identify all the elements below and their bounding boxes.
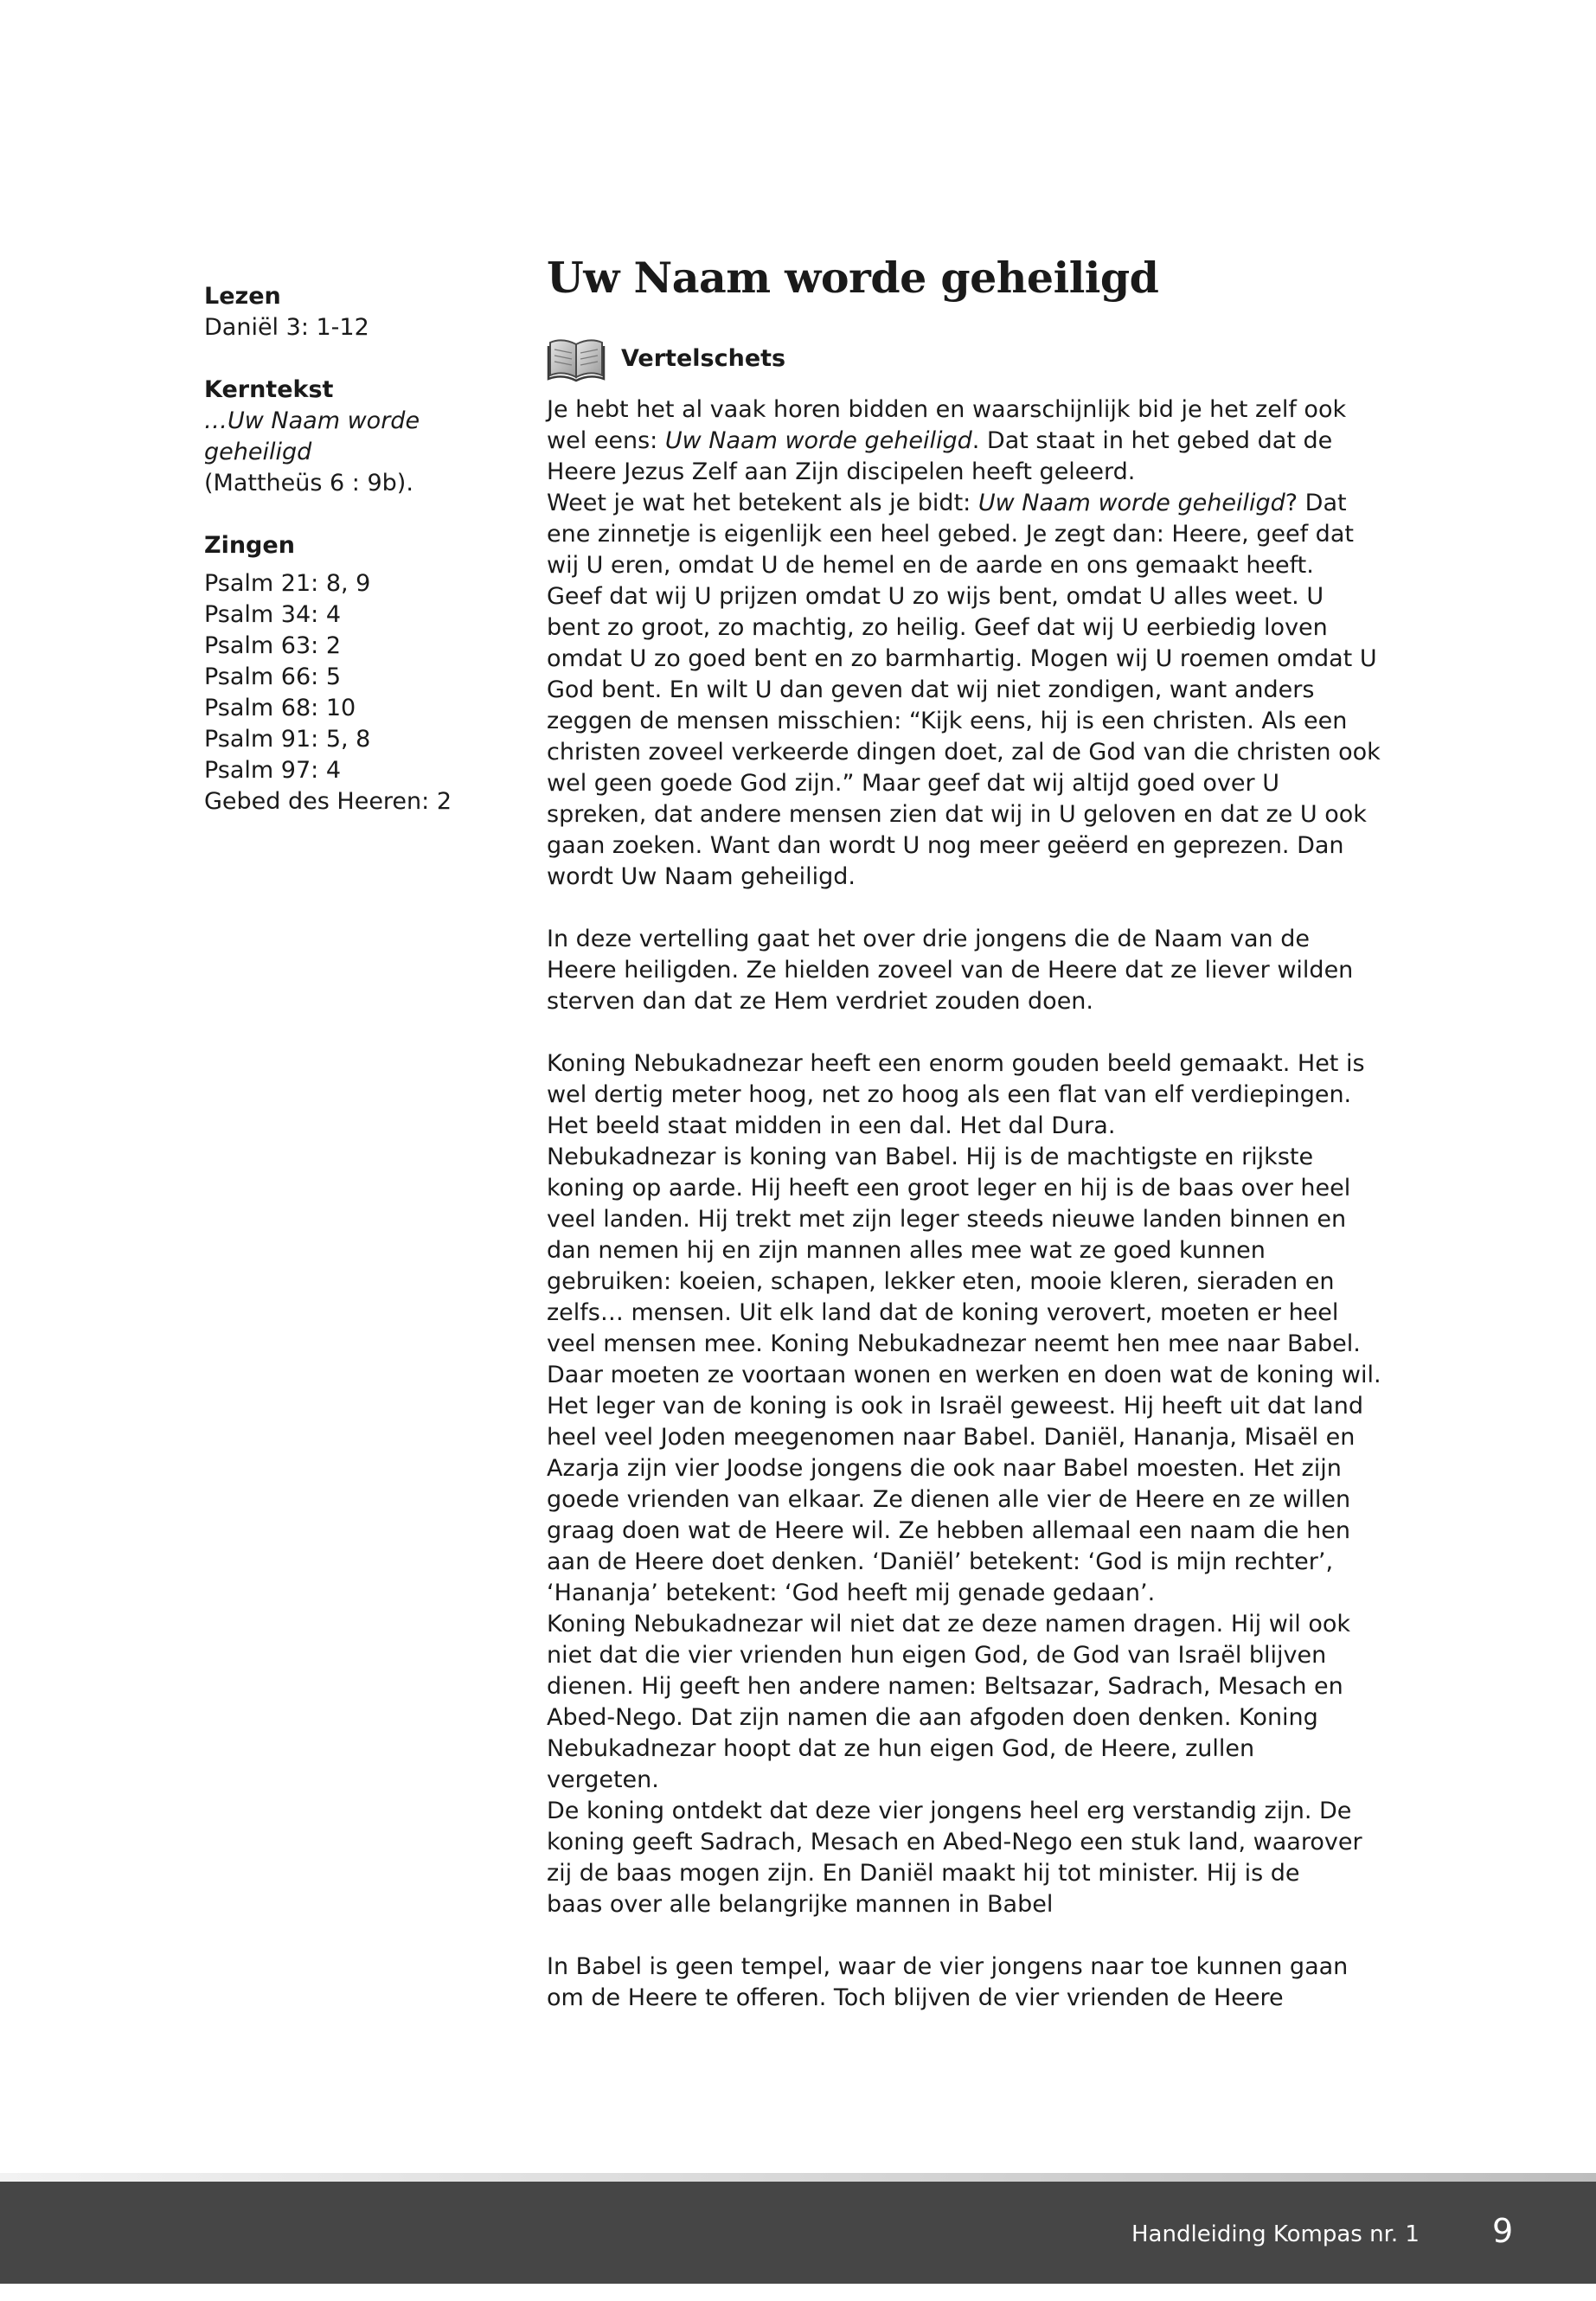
text-line: wel geen goede God zijn.” Maar geef dat wij altijd goed over U: [547, 770, 1279, 797]
main-content: [547, 249, 1412, 2045]
text-line: wij U eren, omdat U de hemel en de aarde en ons gemaakt heeft.: [547, 552, 1314, 579]
paragraph-1: [547, 394, 1412, 893]
zingen-block: [204, 530, 490, 817]
text-line: Daar moeten ze voortaan wonen en werken en doen wat de koning wil.: [547, 1362, 1381, 1388]
text-line: zij de baas mogen zijn. En Daniël maakt hij tot minister. Hij is de: [547, 1860, 1300, 1887]
paragraph-2: [547, 924, 1412, 1017]
text-line: dienen. Hij geeft hen andere namen: Beltsazar, Sadrach, Mesach en: [547, 1673, 1343, 1700]
paragraph-4: [547, 1952, 1412, 2014]
text-line: Azarja zijn vier Joodse jongens die ook naar Babel moesten. Het zijn: [547, 1455, 1342, 1482]
text-line: niet dat die vier vrienden hun eigen God, de God van Israël blijven: [547, 1642, 1327, 1669]
text-line: baas over alle belangrijke mannen in Babel: [547, 1891, 1054, 1918]
text-span: ? Dat: [1285, 490, 1347, 516]
footer-title: Handleiding Kompas nr. 1: [1131, 2221, 1420, 2247]
zingen-item: Psalm 91: 5, 8: [204, 726, 371, 753]
text-line: Heere Jezus Zelf aan Zijn discipelen heeft geleerd.: [547, 458, 1136, 485]
text-line: wordt Uw Naam geheiligd.: [547, 863, 856, 890]
text-line: koning op aarde. Hij heeft een groot leger en hij is de baas over heel: [547, 1175, 1351, 1202]
text-line: bent zo groot, zo machtig, zo heilig. Geef dat wij U eerbiedig loven: [547, 614, 1328, 641]
kerntekst-label: Kerntekst: [204, 376, 334, 403]
body-text: [547, 394, 1412, 2014]
lezen-block: [204, 281, 490, 343]
text-line: wel dertig meter hoog, net zo hoog als een flat van elf verdiepingen.: [547, 1081, 1352, 1108]
text-span-italic: Uw Naam worde geheiligd: [977, 490, 1285, 516]
text-line: gaan zoeken. Want dan wordt U nog meer geëerd en geprezen. Dan: [547, 832, 1344, 859]
text-line: In deze vertelling gaat het over drie jongens die de Naam van de: [547, 926, 1310, 952]
text-line: Abed-Nego. Dat zijn namen die aan afgoden doen denken. Koning: [547, 1704, 1318, 1731]
text-line: graag doen wat de Heere wil. Ze hebben allemaal een naam die hen: [547, 1517, 1350, 1544]
text-line: zeggen de mensen misschien: “Kijk eens, hij is een christen. Als een: [547, 708, 1348, 734]
page-title: Uw Naam worde geheiligd: [547, 253, 1159, 303]
text-line: sterven dan dat ze Hem verdriet zouden doen.: [547, 988, 1093, 1015]
text-line: spreken, dat andere mensen zien dat wij in U geloven en dat ze U ook: [547, 801, 1367, 828]
text-line: In Babel is geen tempel, waar de vier jongens naar toe kunnen gaan: [547, 1953, 1349, 1980]
text-span: Weet je wat het betekent als je bidt:: [547, 490, 978, 516]
text-line: Koning Nebukadnezar heeft een enorm gouden beeld gemaakt. Het is: [547, 1050, 1365, 1077]
kerntekst-line-1: …Uw Naam worde: [204, 407, 420, 434]
text-span: . Dat staat in het gebed dat de: [971, 427, 1333, 454]
text-line: gebruiken: koeien, schapen, lekker eten, mooie kleren, sieraden en: [547, 1268, 1335, 1295]
text-span-italic: Uw Naam worde geheiligd: [664, 427, 972, 454]
text-line: [547, 426, 1412, 457]
text-line: vergeten.: [547, 1766, 659, 1793]
section-title: Vertelschets: [621, 344, 786, 372]
zingen-item: Psalm 21: 8, 9: [204, 570, 371, 597]
book-icon: [547, 334, 606, 382]
text-line: Het beeld staat midden in een dal. Het dal Dura.: [547, 1112, 1116, 1139]
text-line: ene zinnetje is eigenlijk een heel gebed. Je zegt dan: Heere, geef dat: [547, 521, 1354, 548]
text-line: aan de Heere doet denken. ‘Daniël’ betekent: ‘God is mijn rechter’,: [547, 1548, 1334, 1575]
zingen-item: Psalm 68: 10: [204, 695, 356, 721]
text-line: veel mensen mee. Koning Nebukadnezar neemt hen mee naar Babel.: [547, 1330, 1361, 1357]
kerntekst-line-2: geheiligd: [204, 439, 312, 465]
zingen-list: [204, 568, 490, 817]
text-line: om de Heere te offeren. Toch blijven de vier vrienden de Heere: [547, 1984, 1284, 2011]
kerntekst-reference: (Mattheüs 6 : 9b).: [204, 470, 413, 497]
text-line: Koning Nebukadnezar wil niet dat ze deze namen dragen. Hij wil ook: [547, 1611, 1351, 1638]
zingen-item: Psalm 66: 5: [204, 663, 342, 690]
page-number: 9: [1492, 2212, 1514, 2250]
text-line: ‘Hananja’ betekent: ‘God heeft mij genade gedaan’.: [547, 1580, 1156, 1606]
text-line: Heere heiligden. Ze hielden zoveel van de Heere dat ze liever wilden: [547, 957, 1354, 984]
zingen-item: Psalm 63: 2: [204, 632, 342, 659]
text-line: omdat U zo goed bent en zo barmhartig. Mogen wij U roemen omdat U: [547, 645, 1377, 672]
lezen-label: Lezen: [204, 283, 281, 310]
text-line: [547, 488, 1412, 519]
text-span: wel eens:: [547, 427, 665, 454]
lezen-value: Daniël 3: 1-12: [204, 314, 369, 341]
text-line: God bent. En wilt U dan geven dat wij niet zondigen, want anders: [547, 676, 1315, 703]
text-line: heel veel Joden meegenomen naar Babel. Daniël, Hananja, Misaël en: [547, 1424, 1356, 1451]
section-header: [547, 334, 1412, 382]
sidebar: [204, 281, 490, 849]
text-line: Nebukadnezar hoopt dat ze hun eigen God, de Heere, zullen: [547, 1735, 1255, 1762]
paragraph-3: [547, 1048, 1412, 1920]
text-line: Nebukadnezar is koning van Babel. Hij is de machtigste en rijkste: [547, 1144, 1314, 1170]
text-line: veel landen. Hij trekt met zijn leger steeds nieuwe landen binnen en: [547, 1206, 1347, 1233]
text-line: Het leger van de koning is ook in Israël geweest. Hij heeft uit dat land: [547, 1393, 1364, 1420]
text-line: Geef dat wij U prijzen omdat U zo wijs bent, omdat U alles weet. U: [547, 583, 1324, 610]
text-line: christen zoveel verkeerde dingen doet, zal de God van die christen ook: [547, 739, 1381, 766]
text-line: goede vrienden van elkaar. Ze dienen alle vier de Heere en ze willen: [547, 1486, 1351, 1513]
zingen-item: Psalm 34: 4: [204, 601, 342, 628]
zingen-label: Zingen: [204, 532, 295, 559]
zingen-item: Psalm 97: 4: [204, 757, 342, 784]
text-line: De koning ontdekt dat deze vier jongens heel erg verstandig zijn. De: [547, 1798, 1352, 1824]
text-line: zelfs… mensen. Uit elk land dat de koning verovert, moeten er heel: [547, 1299, 1339, 1326]
text-line: koning geeft Sadrach, Mesach en Abed-Nego een stuk land, waarover: [547, 1829, 1362, 1856]
kerntekst-block: [204, 375, 490, 499]
text-line: dan nemen hij en zijn mannen alles mee wat ze goed kunnen: [547, 1237, 1266, 1264]
text-line: Je hebt het al vaak horen bidden en waarschijnlijk bid je het zelf ook: [547, 396, 1347, 423]
zingen-item: Gebed des Heeren: 2: [204, 788, 452, 815]
